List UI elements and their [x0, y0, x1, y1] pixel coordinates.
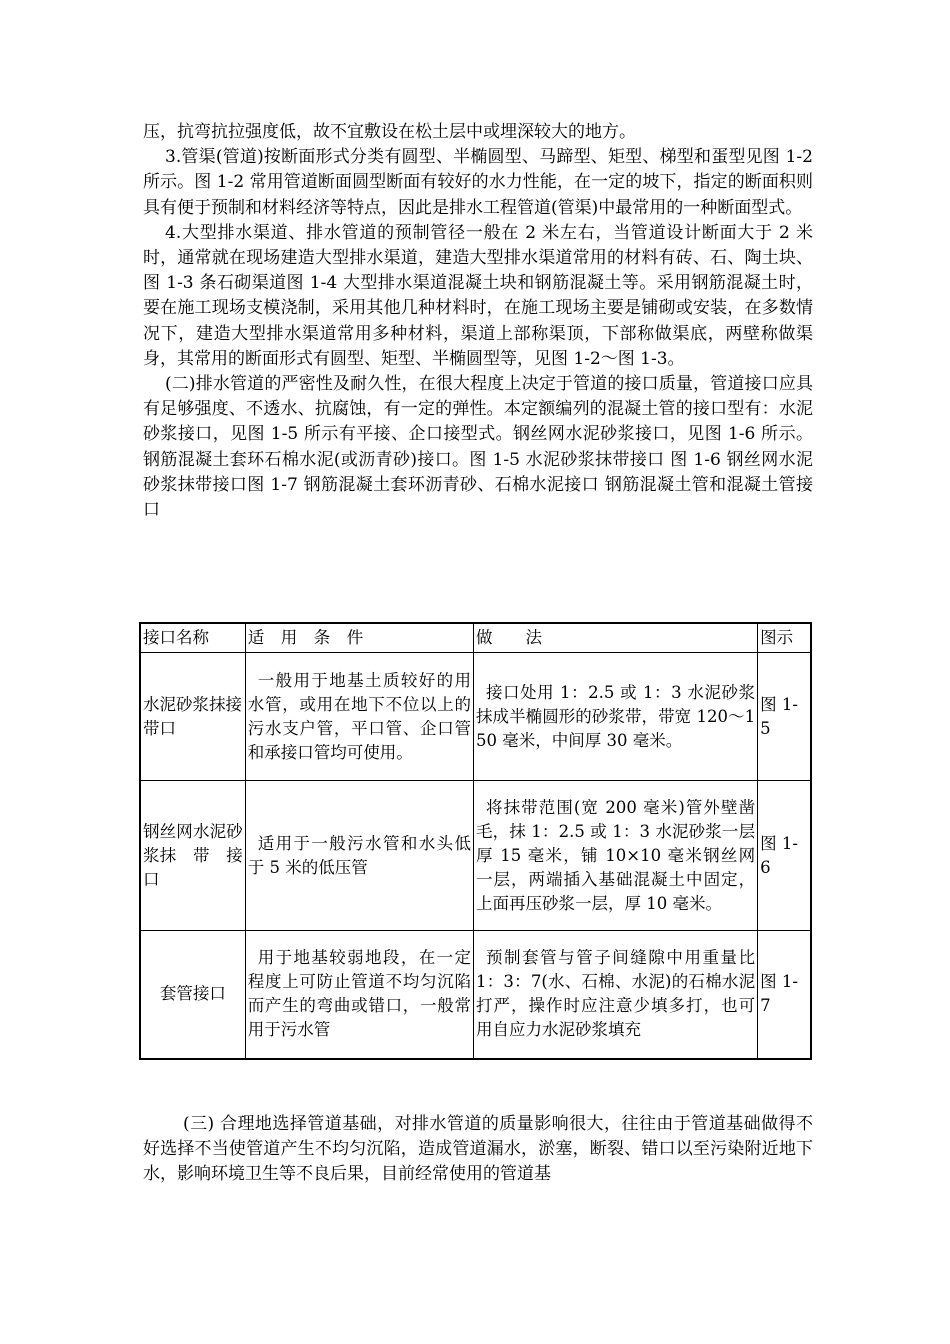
paragraph-2: 3.管渠(管道)按断面形式分类有圆型、半椭圆型、马蹄型、矩型、梯型和蛋型见图 1-2 所示。图 1-2 常用管道断面圆型断面有较好的水力性能，在一定的坡下，指定的断面积则具有便于预制和材料经济等特点，因此是排水工程管道(管渠)中最常用的一种断面型式。 [143, 147, 813, 218]
paragraph-3: 4.大型排水渠道、排水管道的预制管径一般在 2 米左右，当管道设计断面大于 2 米时，通常就在现场建造大型排水渠道，建造大型排水渠道常用的材料有砖、石、陶土块、 图 1-3 条石砌渠道图 1-4 大型排水渠道混凝土块和钢筋混凝土等。采用钢筋混凝土时，要在施工现场支模浇制，采用其他几种材料时，在施工现场主要是铺砌或安装，在多数情况下，建造大型排水渠道常用多种材料，渠道上部称渠顶，下部称做渠底，两壁称做渠身，其常用的断面形式有圆型、矩型、半椭圆型等，见图 1-2～图 1-3。 [143, 222, 813, 369]
cell-figure: 图 1-6 [758, 781, 811, 931]
paragraph-5: (三) 合理地选择管道基础，对排水管道的质量影响很大，往往由于管道基础做得不好选择不当使管道产生不均匀沉陷，造成管道漏水，淤塞，断裂、错口以至污染附近地下水，影响环境卫生等不良后果，目前经常使用的管道基 [143, 1114, 813, 1185]
cell-figure: 图 1-5 [758, 653, 811, 781]
table-header-row [140, 623, 811, 653]
header-figure: 图示 [758, 623, 811, 653]
header-conditions: 适 用 条 件 [245, 623, 473, 653]
cell-conditions: 一般用于地基土质较好的用水管，或用在地下不位以上的污水支户管，平口管、企口管和承接口管均可使用。 [245, 653, 473, 781]
table-row [140, 781, 811, 931]
cell-method: 接口处用 1：2.5 或 1：3 水泥砂浆抹成半椭圆形的砂浆带，带宽 120～150 毫米，中间厚 30 毫米。 [474, 653, 758, 781]
table-row [140, 931, 811, 1059]
cell-method: 预制套管与管子间缝隙中用重量比 1：3：7(水、石棉、水泥)的石棉水泥打严，操作时应注意少填多打，也可用自应力水泥砂浆填充 [474, 931, 758, 1059]
table-row [140, 653, 811, 781]
cell-conditions: 适用于一般污水管和水头低于 5 米的低压管 [245, 781, 473, 931]
cell-method: 将抹带范围(宽 200 毫米)管外壁凿毛，抹 1：2.5 或 1：3 水泥砂浆一层厚 15 毫米，铺 10×10 毫米钢丝网一层，两端插入基础混凝土中固定，上面再压砂浆一层，厚 10 毫米。 [474, 781, 758, 931]
header-method: 做 法 [474, 623, 758, 653]
paragraph-1: 压，抗弯抗拉强度低，故不宜敷设在松土层中或埋深较大的地方。 [143, 122, 636, 142]
cell-conditions: 用于地基较弱地段，在一定程度上可防止管道不均匀沉陷而产生的弯曲或错口，一般常用于污水管 [245, 931, 473, 1059]
header-joint-name: 接口名称 [140, 623, 245, 653]
cell-joint-name: 套管接口 [140, 931, 245, 1059]
document-continuation [143, 1112, 813, 1188]
cell-joint-name: 水泥砂浆抹接带口 [140, 653, 245, 781]
cell-joint-name: 钢丝网水泥砂浆抹 带 接口 [140, 781, 245, 931]
cell-figure: 图 1-7 [758, 931, 811, 1059]
document-body [143, 120, 813, 523]
paragraph-4: (二)排水管道的严密性及耐久性，在很大程度上决定于管道的接口质量，管道接口应具有足够强度、不透水、抗腐蚀，有一定的弹性。本定额编列的混凝土管的接口型有：水泥砂浆接口，见图 1-5 所示有平接、企口接型式。钢丝网水泥砂浆接口，见图 1-6 所示。钢筋混凝土套环石棉水泥(或沥青砂)接口。图 1-5 水泥砂浆抹带接口 图 1-6 钢丝网水泥砂浆抹带接口图 1-7 钢筋混凝土套环沥青砂、石棉水泥接口 钢筋混凝土管和混凝土管接口 [143, 374, 813, 521]
joint-types-table [139, 622, 812, 1060]
